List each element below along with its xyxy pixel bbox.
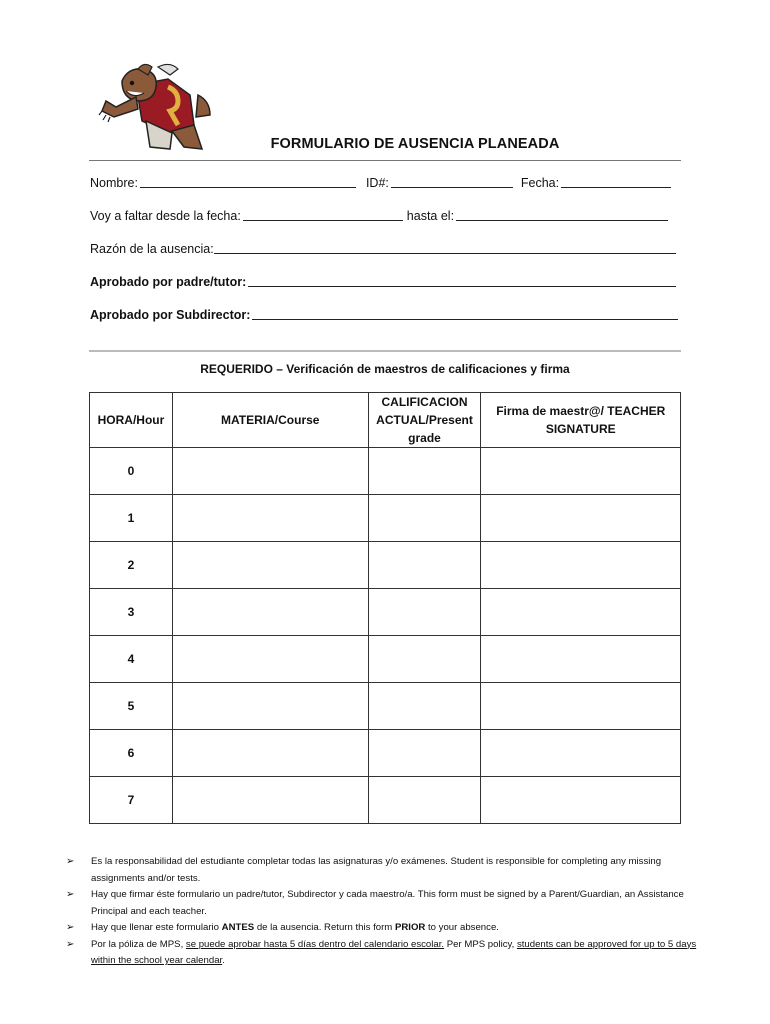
- note-emphasis: ANTES: [221, 922, 255, 933]
- nombre-label: Nombre:: [90, 176, 138, 190]
- desde-field[interactable]: [243, 208, 403, 221]
- signature-cell[interactable]: [481, 730, 681, 777]
- signature-cell[interactable]: [481, 542, 681, 589]
- signature-cell[interactable]: [481, 448, 681, 495]
- note-underlined: se puede aprobar hasta 5 días dentro del calendario escolar.: [185, 938, 445, 950]
- page-title: FORMULARIO DE AUSENCIA PLANEADA: [270, 136, 560, 152]
- fecha-label: Fecha:: [520, 176, 560, 190]
- signature-cell[interactable]: [481, 683, 681, 730]
- course-cell[interactable]: [172, 636, 368, 683]
- hour-cell: 6: [90, 730, 173, 777]
- hour-cell: 2: [90, 542, 173, 589]
- note-text: Per MPS policy,: [444, 938, 517, 950]
- grade-cell[interactable]: [368, 683, 481, 730]
- razon-field[interactable]: [214, 241, 676, 254]
- id-label: ID#:: [365, 176, 389, 190]
- course-cell[interactable]: [172, 448, 368, 495]
- grade-cell[interactable]: [368, 589, 481, 636]
- arrow-bullet-icon: ➢: [66, 938, 75, 950]
- hour-cell: 1: [90, 495, 173, 542]
- title-divider: [89, 160, 681, 161]
- table-row: [90, 636, 681, 683]
- course-cell[interactable]: [172, 589, 368, 636]
- arrow-bullet-icon: ➢: [66, 922, 75, 933]
- absence-dates-row: [90, 208, 682, 223]
- table-row: [90, 777, 681, 824]
- padre-tutor-field[interactable]: [248, 274, 676, 287]
- razon-label: Razón de la ausencia:: [90, 242, 214, 256]
- policy-notes: [66, 854, 706, 970]
- signature-cell[interactable]: [481, 777, 681, 824]
- required-heading: REQUERIDO – Verificación de maestros de calificaciones y firma: [200, 362, 570, 376]
- subdirector-label: Aprobado por Subdirector:: [90, 308, 251, 322]
- table-row: [90, 542, 681, 589]
- header-hour: HORA/Hour: [90, 393, 173, 448]
- id-field[interactable]: [391, 175, 513, 188]
- note-text: Por la póliza de MPS,: [91, 938, 186, 950]
- reason-row: [90, 241, 682, 256]
- note-text: to your absence.: [425, 922, 499, 933]
- course-cell[interactable]: [172, 495, 368, 542]
- signature-cell[interactable]: [481, 636, 681, 683]
- course-cell[interactable]: [172, 777, 368, 824]
- signature-cell[interactable]: [481, 589, 681, 636]
- list-item: [66, 887, 706, 920]
- note-text: .: [222, 955, 225, 966]
- header-signature: Firma de maestr@/ TEACHER SIGNATURE: [481, 393, 681, 448]
- grade-cell[interactable]: [368, 542, 481, 589]
- padre-tutor-label: Aprobado por padre/tutor:: [90, 275, 247, 289]
- note-text: Hay que llenar este formulario: [91, 922, 222, 933]
- grade-cell[interactable]: [368, 495, 481, 542]
- desde-label: Voy a faltar desde la fecha:: [90, 209, 241, 223]
- list-item: [66, 854, 706, 887]
- arrow-bullet-icon: ➢: [66, 889, 75, 900]
- note-text: Hay que firmar éste formulario un padre/tutor, Subdirector y cada maestro/a. This form must be signed by a Parent/Guardian, an Assistance Principal and each teacher.: [91, 889, 684, 917]
- parent-approval-row: [90, 274, 682, 289]
- hour-cell: 5: [90, 683, 173, 730]
- hasta-label: hasta el:: [406, 209, 455, 223]
- course-cell[interactable]: [172, 683, 368, 730]
- grade-cell[interactable]: [368, 636, 481, 683]
- teacher-verification-table: [89, 392, 681, 824]
- grade-cell[interactable]: [368, 448, 481, 495]
- table-row: [90, 495, 681, 542]
- table-row: [90, 448, 681, 495]
- note-text: Es la responsabilidad del estudiante completar todas las asignaturas y/o exámenes. Student is responsible for completing any missing assignments and/or tests.: [91, 856, 662, 884]
- section-divider: [89, 350, 681, 352]
- note-text: de la ausencia. Return this form: [254, 922, 395, 933]
- name-id-date-row: [90, 175, 682, 190]
- list-item: [66, 937, 706, 970]
- hour-cell: 0: [90, 448, 173, 495]
- course-cell[interactable]: [172, 542, 368, 589]
- table-row: [90, 683, 681, 730]
- table-row: [90, 589, 681, 636]
- note-underlined: students can be approved for up to 5 days within the school year calendar: [91, 938, 697, 966]
- note-emphasis: PRIOR: [394, 922, 426, 933]
- hour-cell: 4: [90, 636, 173, 683]
- grade-cell[interactable]: [368, 777, 481, 824]
- table-row: [90, 730, 681, 777]
- hasta-field[interactable]: [456, 208, 668, 221]
- header-grade: CALIFICACION ACTUAL/Present grade: [368, 393, 481, 448]
- fecha-field[interactable]: [561, 175, 671, 188]
- signature-cell[interactable]: [481, 495, 681, 542]
- hour-cell: 7: [90, 777, 173, 824]
- course-cell[interactable]: [172, 730, 368, 777]
- subdirector-approval-row: [90, 307, 682, 322]
- hour-cell: 3: [90, 589, 173, 636]
- arrow-bullet-icon: ➢: [66, 856, 75, 867]
- list-item: [66, 920, 706, 937]
- nombre-field[interactable]: [140, 175, 356, 188]
- grade-cell[interactable]: [368, 730, 481, 777]
- table-header-row: [90, 393, 681, 448]
- subdirector-field[interactable]: [252, 307, 678, 320]
- header-course: MATERIA/Course: [172, 393, 368, 448]
